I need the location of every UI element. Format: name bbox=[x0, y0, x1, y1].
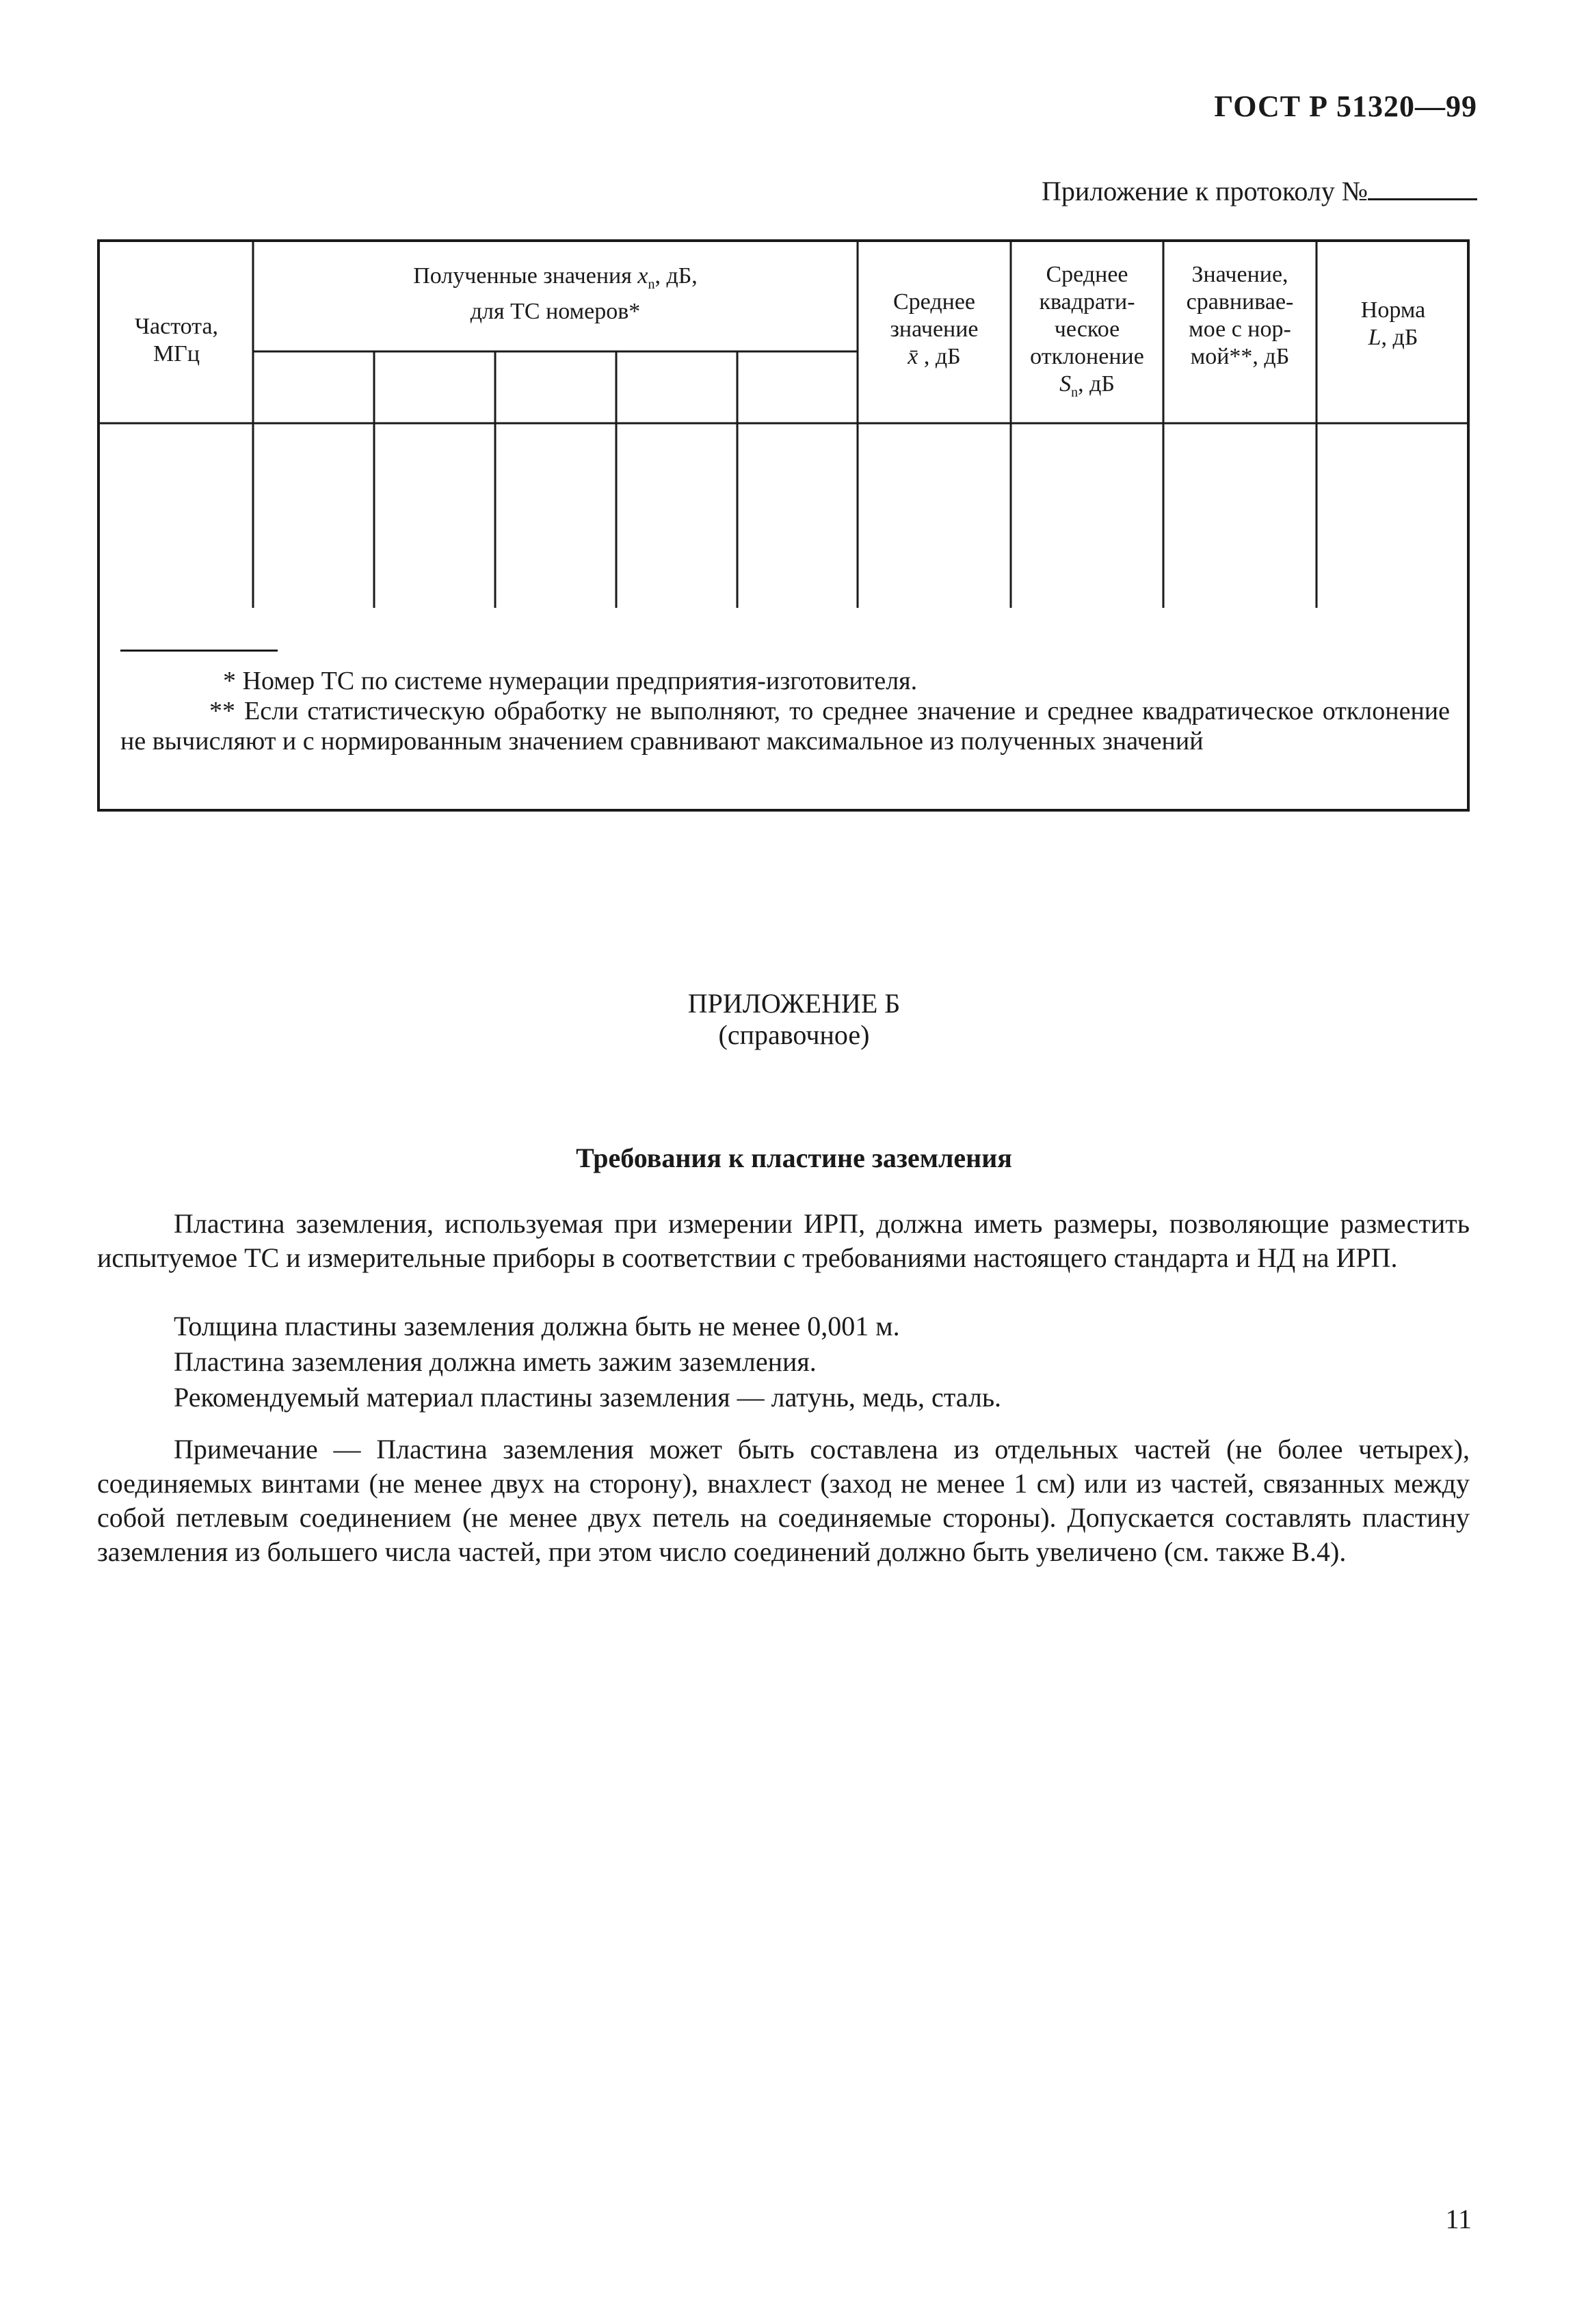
header-std-deviation: Среднее квадрати- ческое отклонение $S_n$, дБ bbox=[1030, 262, 1144, 400]
header-norm: Норма L, дБ bbox=[1360, 297, 1426, 350]
page-number: 11 bbox=[1445, 2204, 1472, 2234]
paragraph-plate-clamp: Пластина заземления должна иметь зажим заземления. bbox=[174, 1346, 817, 1377]
footnote-separator bbox=[120, 650, 278, 652]
section-heading: Требования к пластине заземления bbox=[576, 1143, 1012, 1173]
protocol-number-blank bbox=[1368, 172, 1477, 200]
paragraph-plate-thickness: Толщина пластины заземления должна быть не менее 0,001 м. bbox=[174, 1311, 900, 1341]
protocol-label: Приложение к протоколу № bbox=[1042, 176, 1368, 206]
protocol-reference bbox=[1042, 172, 1477, 207]
protocol-table-frame bbox=[97, 239, 1470, 812]
standard-code: ГОСТ Р 51320—99 bbox=[1214, 90, 1477, 123]
paragraph-note: Примечание — Пластина заземления может быть составлена из отдельных частей (не более четырех), соединяемых винтами (не менее двух на сторону), внахлест (заход не менее 1 см) или из частей, связанных между собой петлевым соединением (не менее двух петель на соединяемые стороны). Допускается составлять пластину заземления из большего числа частей, при этом число соединений должно быть увеличено (см. также В.4). bbox=[97, 1434, 1470, 1567]
header-frequency: Частота, МГц bbox=[134, 314, 219, 366]
paragraph-plate-size: Пластина заземления, используемая при измерении ИРП, должна иметь размеры, позволяющие разместить испытуемое ТС и измерительные приборы в соответствии с требованиями настоящего стандарта и НД на ИРП. bbox=[97, 1208, 1470, 1273]
paragraph-plate-material: Рекомендуемый материал пластины заземления — латунь, медь, сталь. bbox=[174, 1382, 1002, 1413]
footnote-2: ** Если статистическую обработку не выполняют, то среднее значение и среднее квадратическое отклонение не вычисляют и с нормированным значением сравнивают максимальное из полученных значений bbox=[120, 697, 1450, 756]
appendix-title: ПРИЛОЖЕНИЕ Б bbox=[687, 988, 901, 1019]
appendix-subtitle: (справочное) bbox=[718, 1019, 870, 1050]
header-mean-value: Среднее значение x̄ , дБ bbox=[890, 289, 979, 369]
footnote-1: * Номер ТС по системе нумерации предприятия-изготовителя. bbox=[223, 667, 918, 695]
header-compared-value: Значение, сравнивае- мое с нор- мой**, дБ bbox=[1186, 262, 1294, 369]
header-obtained-values: Полученные значения $x_n$, дБ, для ТС номеров* bbox=[413, 263, 698, 324]
